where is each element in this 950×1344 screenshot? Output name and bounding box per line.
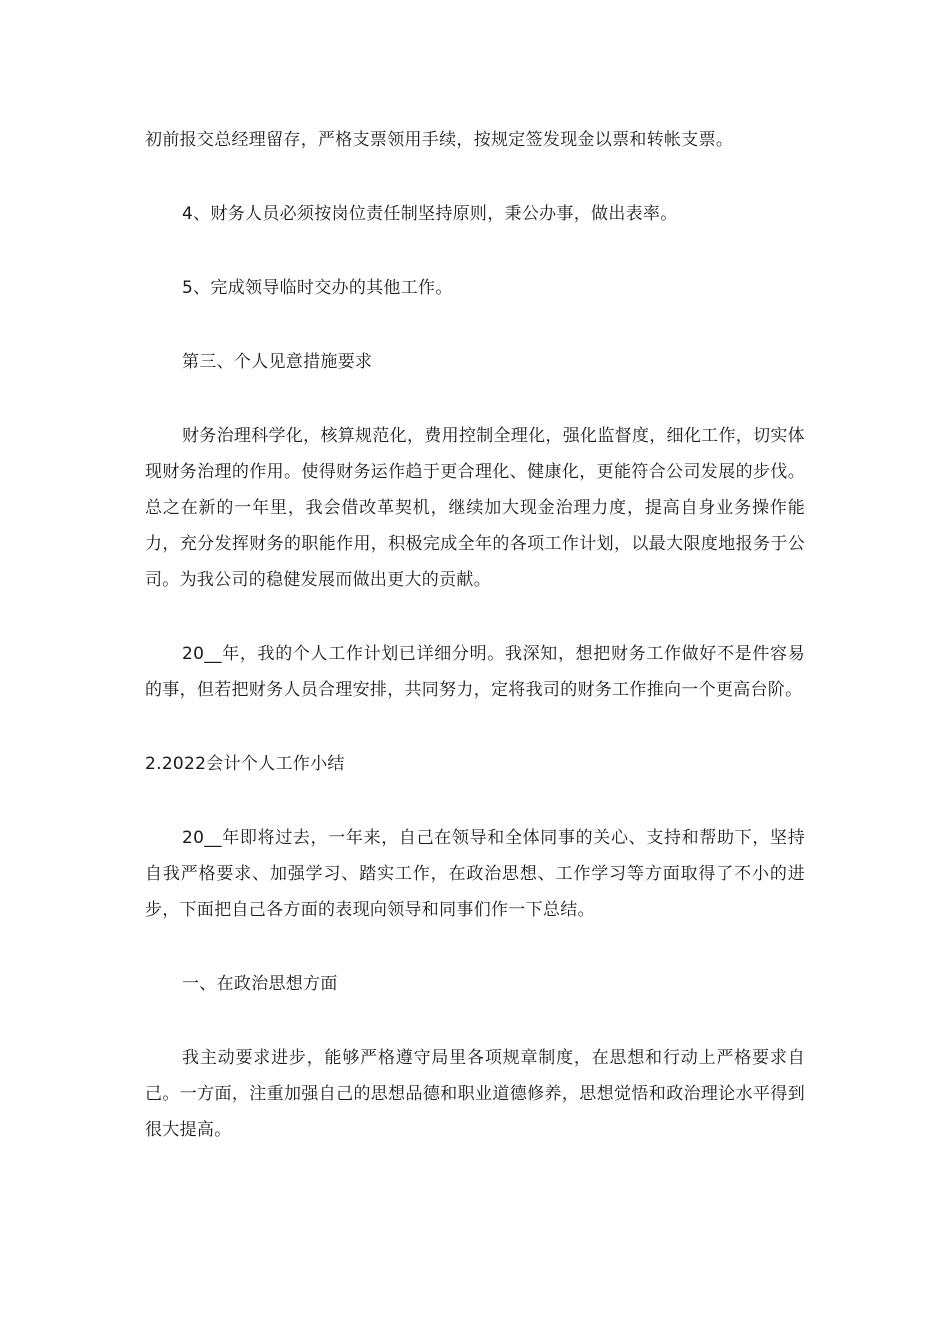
paragraph-continuation: 初前报交总经理留存，严格支票领用手续，按规定签发现金以票和转帐支票。 [145,130,734,150]
paragraph-item-4: 4、财务人员必须按岗位责任制坚持原则，秉公办事，做出表率。 [182,204,678,224]
paragraph-financial-management: 财务治理科学化，核算规范化，费用控制全理化，强化监督度，细化工作，切实体现财务治理的作用。使得财务运作趋于更合理化、健康化，更能符合公司发展的步伐。总之在新的一年里，我会借改革契机，继续加大现金治理力度，提高自身业务操作能力，充分发挥财务的职能作用，积极完成全年的各项工作计划，以最大限度地报务于公司。为我公司的稳健发展而做出更大的贡献。 [145,426,805,590]
paragraph-item-5: 5、完成领导临时交办的其他工作。 [182,278,453,298]
section-title-summary: 2.2022会计个人工作小结 [145,754,345,774]
paragraph-work-plan: 20__年，我的个人工作计划已详细分明。我深知，想把财务工作做好不是件容易的事，但若把财务人员合理安排，共同努力，定将我司的财务工作推向一个更高台阶。 [145,644,805,700]
paragraph-year-review: 20__年即将过去，一年来，自己在领导和全体同事的关心、支持和帮助下，坚持自我严格要求、加强学习、踏实工作，在政治思想、工作学习等方面取得了不小的进步，下面把自己各方面的表现向领导和同事们作一下总结。 [145,828,805,920]
paragraph-political-thought: 我主动要求进步，能够严格遵守局里各项规章制度，在思想和行动上严格要求自己。一方面，注重加强自己的思想品德和职业道德修养，思想觉悟和政治理论水平得到很大提高。 [145,1048,805,1140]
section-heading-third: 第三、个人见意措施要求 [182,352,373,372]
document-body [145,122,805,1148]
section-heading-political: 一、在政治思想方面 [182,974,338,994]
